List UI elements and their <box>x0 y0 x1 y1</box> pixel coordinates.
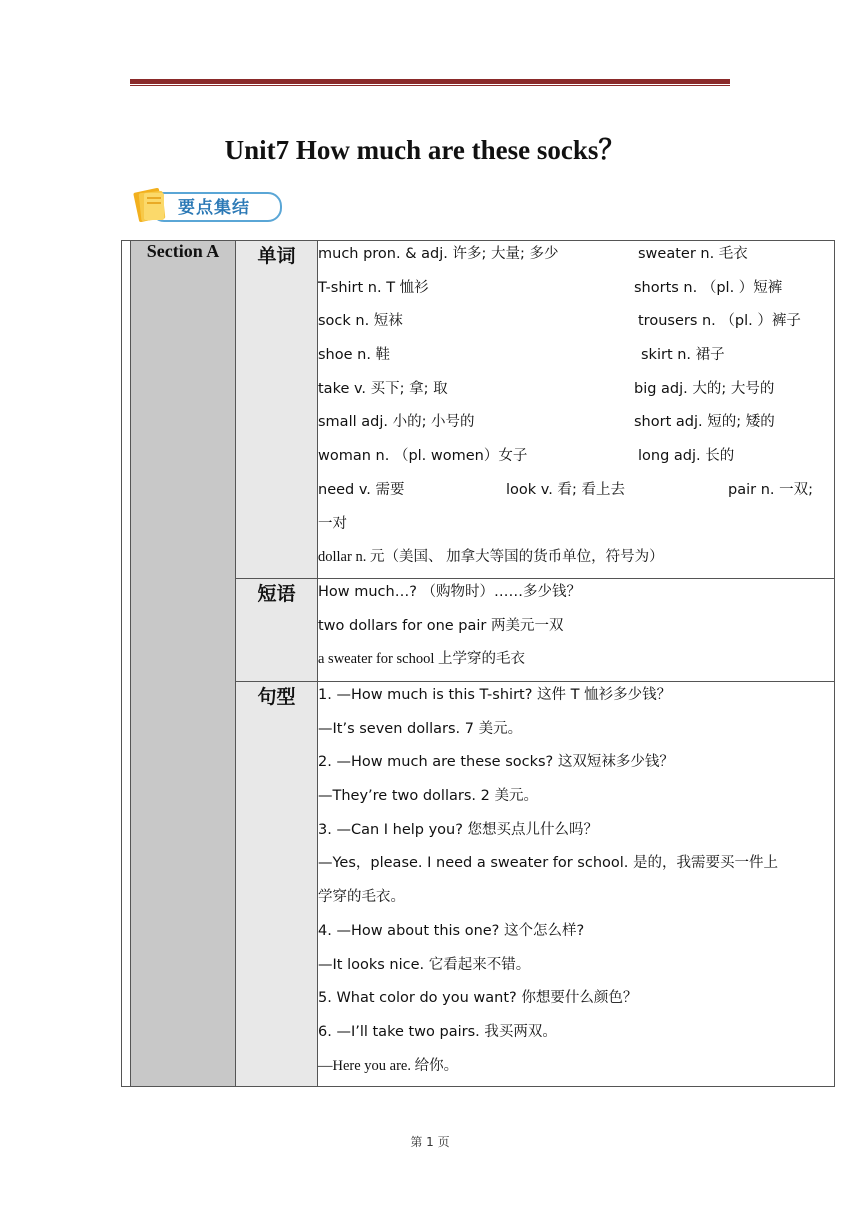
sentence-entry: 3. —Can I help you? 您想买点儿什么吗？ <box>318 821 599 838</box>
word-row <box>318 409 834 443</box>
header-rule <box>130 79 730 84</box>
words-content <box>318 241 835 579</box>
word-entry: sweater n. 毛衣 <box>638 246 748 262</box>
word-row <box>318 376 834 410</box>
sentence-entry: —They’re two dollars. 2 美元。 <box>318 788 538 805</box>
words-category-label: 单词 <box>257 245 296 267</box>
sentence-entry: —Here you are. 给你。 <box>318 1057 459 1074</box>
word-row <box>318 477 834 511</box>
sentence-row <box>318 952 834 986</box>
words-category-cell <box>236 241 318 579</box>
sentence-row <box>318 783 834 817</box>
sentence-entry: 6. —I’ll take two pairs. 我买两双。 <box>318 1023 557 1040</box>
word-row <box>318 342 834 376</box>
sentence-entry: —Yes，please. I need a sweater for school. 是的，我需要买一件上 <box>318 855 779 872</box>
word-row <box>318 443 834 477</box>
word-row <box>318 275 834 309</box>
word-entry: long adj. 长的 <box>638 448 735 465</box>
header-rule-thin <box>130 85 730 86</box>
book-icon <box>132 184 170 224</box>
page-title-text: Unit7 How much are these socks？ <box>224 135 626 165</box>
word-entry: much pron. & adj. 许多; 大量; 多少 <box>318 246 559 262</box>
sentence-entry: 2. —How much are these socks? 这双短袜多少钱？ <box>318 754 674 771</box>
sentence-row <box>318 716 834 750</box>
word-entry: dollar n. 元（美国、 加拿大等国的货币单位，符号为） <box>318 549 664 566</box>
phrases-category-cell <box>236 579 318 682</box>
sentence-row <box>318 1053 834 1087</box>
word-entry: pair n. 一双; <box>728 481 813 498</box>
sentence-row <box>318 749 834 783</box>
word-entry: need v. 需要 <box>318 481 405 498</box>
page-number: 第 1 页 <box>410 1135 450 1149</box>
badge-label: 要点集结 <box>178 198 250 218</box>
sentence-entry: 1. —How much is this T-shirt? 这件 T 恤衫多少钱？ <box>318 687 672 703</box>
sentence-row <box>318 1019 834 1053</box>
word-entry: shorts n. （pl. ）短裤 <box>634 279 783 296</box>
sentence-entry: 学穿的毛衣。 <box>318 889 405 906</box>
sentences-category-cell <box>236 682 318 1087</box>
word-entry: 一对 <box>318 515 347 532</box>
sentence-row <box>318 918 834 952</box>
page-title <box>0 128 860 167</box>
key-points-badge <box>132 184 282 224</box>
section-label: Section A <box>146 241 220 261</box>
table-margin-cell <box>122 241 131 1087</box>
word-entry: take v. 买下; 拿; 取 <box>318 380 448 397</box>
sentence-row <box>318 850 834 884</box>
word-entry: short adj. 短的; 矮的 <box>634 414 775 431</box>
word-entry: sock n. 短袜 <box>318 313 403 330</box>
phrase-entry: How much…? （购物时）……多少钱？ <box>318 584 582 600</box>
sentence-entry: 4. —How about this one? 这个怎么样? <box>318 922 585 939</box>
word-row <box>318 241 834 275</box>
section-cell <box>131 241 236 1087</box>
word-entry: small adj. 小的; 小号的 <box>318 414 475 431</box>
word-entry: skirt n. 裙子 <box>641 347 725 364</box>
summary-table <box>121 240 835 1087</box>
word-entry: look v. 看; 看上去 <box>506 481 625 498</box>
phrases-category-label: 短语 <box>257 583 296 605</box>
sentence-row <box>318 884 834 918</box>
sentence-entry: —It looks nice. 它看起来不错。 <box>318 956 531 973</box>
word-row <box>318 544 834 578</box>
sentences-category-label: 句型 <box>257 686 296 708</box>
sentence-row <box>318 985 834 1019</box>
phrase-entry: a sweater for school 上学穿的毛衣 <box>318 651 525 668</box>
word-entry: shoe n. 鞋 <box>318 347 391 364</box>
phrase-entry: two dollars for one pair 两美元一双 <box>318 617 564 634</box>
sentence-row <box>318 817 834 851</box>
phrase-row <box>318 579 834 613</box>
phrase-row <box>318 613 834 647</box>
word-entry: trousers n. （pl. ）裤子 <box>638 313 801 330</box>
word-entry: woman n. （pl. women）女子 <box>318 448 528 465</box>
word-row <box>318 511 834 545</box>
sentence-row <box>318 682 834 716</box>
phrases-content <box>318 579 835 682</box>
word-entry: T-shirt n. T 恤衫 <box>318 279 429 296</box>
word-entry: big adj. 大的; 大号的 <box>634 380 775 397</box>
phrase-row <box>318 646 834 680</box>
word-row <box>318 308 834 342</box>
sentences-content <box>318 682 835 1087</box>
sentence-entry: —It’s seven dollars. 7 美元。 <box>318 720 523 737</box>
sentence-entry: 5. What color do you want? 你想要什么颜色？ <box>318 990 638 1007</box>
